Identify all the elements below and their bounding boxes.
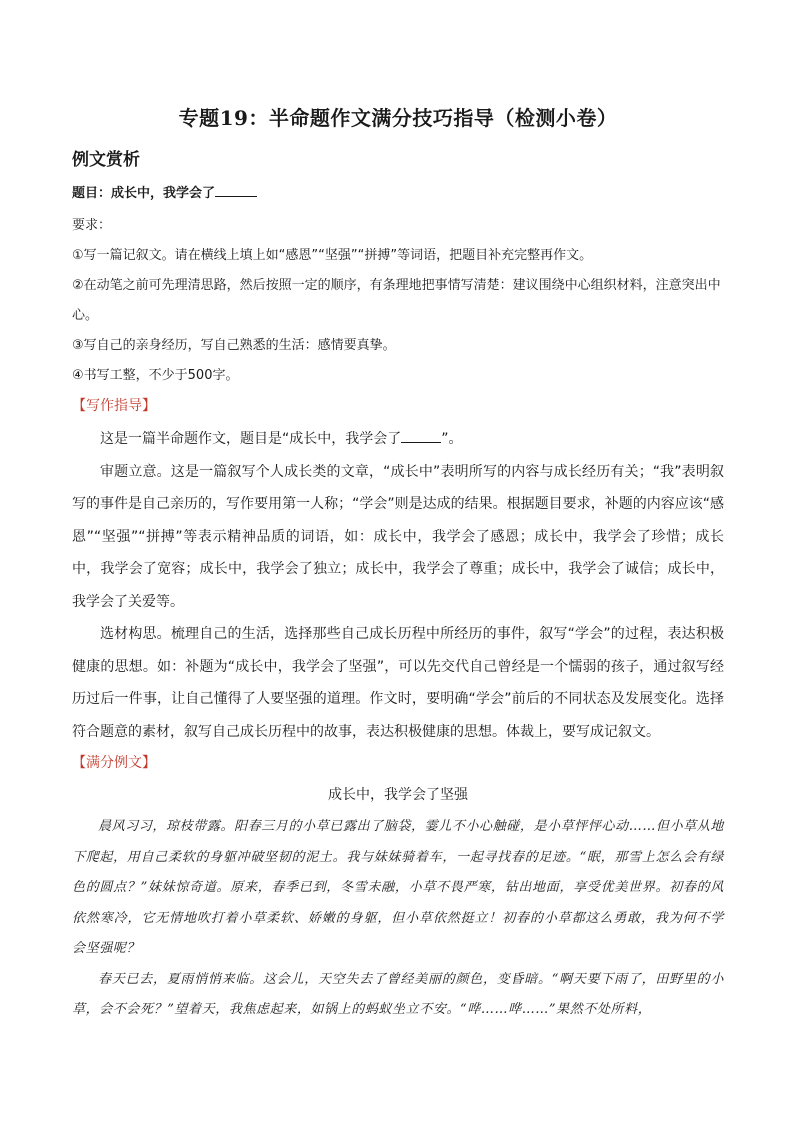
topic-blank bbox=[215, 182, 257, 197]
requirements-label: 要求： bbox=[72, 218, 112, 233]
section-title: 例文赏析 bbox=[72, 150, 140, 170]
guide-intro-text: 这是一篇半命题作文，题目是“成长中，我学会了 bbox=[100, 431, 402, 447]
guide-intro-blank bbox=[401, 428, 441, 443]
sample-essay-heading: 【满分例文】 bbox=[72, 755, 156, 771]
guide-paragraph-material: 选材构思。梳理自己的生活，选择那些自己成长历程中所经历的事件，叙写“学会”的过程，表达积极健康的思想。如：补题为“成长中，我学会了坚强”，可以先交代自己曾经是一个懦弱的孩子，通过叙写经历过后一件事，让自己懂得了人要坚强的道理。作文时，要明确“学会”前后的不同状态及发展变化。选择符合题意的素材，叙写自己成长历程中的故事，表达积极健康的思想。体裁上，要写成记叙文。 bbox=[72, 626, 724, 740]
writing-guide-heading: 【写作指导】 bbox=[72, 398, 156, 414]
sample-essay-paragraph: 晨风习习，琼枝带露。阳春三月的小草已露出了脑袋，霎儿不小心触碰，是小草怦怦心动……但小草从地下爬起，用自己柔软的身躯冲破坚韧的泥土。我与妹妹骑着车，一起寻找春的足迹。“眠，那雪上怎么会有绿色的圆点？”妹妹惊奇道。原来，春季已到，冬雪未融，小草不畏严寒，钻出地面，享受优美世界。初春的风依然寒冷，它无情地吹打着小草柔软、娇嫩的身躯，但小草依然挺立！初春的小草都这么勇敢，我为何不学会坚强呢？ bbox=[72, 819, 724, 956]
document-page bbox=[72, 96, 724, 1026]
guide-intro-end: ”。 bbox=[441, 431, 463, 447]
requirement-item: ③写自己的亲身经历，写自己熟悉的生活：感情要真挚。 bbox=[72, 338, 396, 353]
sample-essay-paragraph: 春天已去，夏雨悄悄来临。这会儿，天空失去了曾经美丽的颜色，变昏暗。“啊天要下雨了，田野里的小草，会不会死？”望着天，我焦虑起来，如锅上的蚂蚁坐立不安。“哗……哗……”果然不处所料， bbox=[72, 971, 724, 1017]
sample-essay-title: 成长中，我学会了坚强 bbox=[328, 787, 468, 803]
requirement-item: ②在动笔之前可先理清思路，然后按照一定的顺序，有条理地把事情写清楚：建议围绕中心组织材料，注意突出中心。 bbox=[72, 278, 721, 323]
topic-line bbox=[72, 182, 724, 205]
requirement-item: ④书写工整，不少于500字。 bbox=[72, 368, 239, 383]
document-title: 专题19：半命题作文满分技巧指导（检测小卷） bbox=[178, 106, 618, 130]
topic-label: 题目：成长中，我学会了 bbox=[72, 186, 216, 201]
guide-paragraph-theme: 审题立意。这是一篇叙写个人成长类的文章，“成长中”表明所写的内容与成长经历有关；“我”表明叙写的事件是自己亲历的，写作要用第一人称；“学会”则是达成的结果。根据题目要求，补题的内容应该“感恩”“坚强”“拼搏”等表示精神品质的词语，如：成长中，我学会了感恩；成长中，我学会了珍惜；成长中，我学会了宽容；成长中，我学会了独立；成长中，我学会了尊重；成长中，我学会了诚信；成长中，我学会了关爱等。 bbox=[72, 463, 724, 610]
guide-intro-paragraph bbox=[72, 423, 724, 456]
requirement-item: ①写一篇记叙文。请在横线上填上如“感恩”“坚强”“拼搏”等词语，把题目补充完整再作文。 bbox=[72, 248, 593, 263]
